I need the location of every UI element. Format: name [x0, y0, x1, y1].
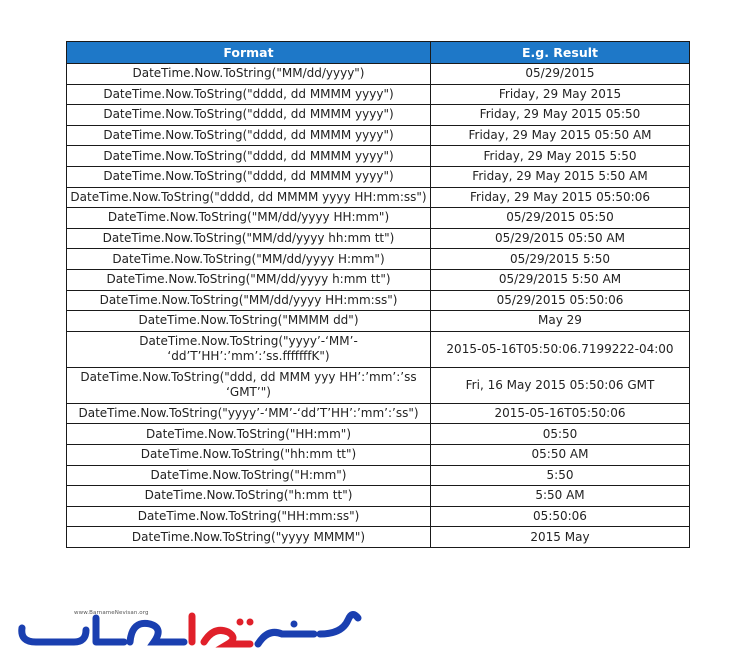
result-cell: 2015-05-16T05:50:06.7199222-04:00 — [431, 331, 690, 367]
result-cell: Friday, 29 May 2015 05:50 AM — [431, 125, 690, 146]
format-cell: DateTime.Now.ToString("MM/dd/yyyy") — [67, 64, 431, 85]
table-row — [67, 311, 690, 332]
table-row — [67, 486, 690, 507]
result-cell: May 29 — [431, 311, 690, 332]
format-cell: DateTime.Now.ToString("HH:mm") — [67, 424, 431, 445]
table-header-row — [67, 42, 690, 64]
result-cell: Friday, 29 May 2015 — [431, 84, 690, 105]
table-row — [67, 187, 690, 208]
format-cell: DateTime.Now.ToString("dddd, dd MMMM yyyy") — [67, 146, 431, 167]
format-cell: DateTime.Now.ToString("dddd, dd MMMM yyyy HH:mm:ss") — [67, 187, 431, 208]
result-cell: 5:50 AM — [431, 486, 690, 507]
result-cell: Friday, 29 May 2015 5:50 AM — [431, 166, 690, 187]
header-format: Format — [67, 42, 431, 64]
result-cell: 2015 May — [431, 527, 690, 548]
result-cell: 05/29/2015 05:50:06 — [431, 290, 690, 311]
table-row — [67, 269, 690, 290]
format-cell: DateTime.Now.ToString("H:mm") — [67, 465, 431, 486]
table-row — [67, 228, 690, 249]
result-cell: 2015-05-16T05:50:06 — [431, 403, 690, 424]
format-cell: DateTime.Now.ToString("ddd, dd MMM yyy HH’:’mm’:’ss ‘GMT’") — [67, 367, 431, 403]
format-cell: DateTime.Now.ToString("dddd, dd MMMM yyyy") — [67, 84, 431, 105]
format-cell: DateTime.Now.ToString("yyyy’-‘MM’- ‘dd’T’HH’:’mm’:’ss.fffffffK") — [67, 331, 431, 367]
table-row — [67, 125, 690, 146]
result-cell: 05/29/2015 05:50 AM — [431, 228, 690, 249]
table-row — [67, 64, 690, 85]
format-cell: DateTime.Now.ToString("yyyy MMMM") — [67, 527, 431, 548]
date-format-table-container — [66, 41, 689, 548]
format-cell: DateTime.Now.ToString("dddd, dd MMMM yyyy") — [67, 125, 431, 146]
format-cell: DateTime.Now.ToString("MMMM dd") — [67, 311, 431, 332]
table-row — [67, 465, 690, 486]
site-logo — [14, 598, 364, 654]
result-cell: Fri, 16 May 2015 05:50:06 GMT — [431, 367, 690, 403]
result-cell: 05/29/2015 — [431, 64, 690, 85]
table-row — [67, 444, 690, 465]
table-row — [67, 527, 690, 548]
format-cell: DateTime.Now.ToString("MM/dd/yyyy HH:mm") — [67, 208, 431, 229]
format-cell: DateTime.Now.ToString("HH:mm:ss") — [67, 506, 431, 527]
table-row — [67, 208, 690, 229]
result-cell: Friday, 29 May 2015 5:50 — [431, 146, 690, 167]
result-cell: 05:50 — [431, 424, 690, 445]
format-cell: DateTime.Now.ToString("h:mm tt") — [67, 486, 431, 507]
table-row — [67, 146, 690, 167]
table-row — [67, 249, 690, 270]
table-row — [67, 403, 690, 424]
table-row — [67, 290, 690, 311]
header-example-result: E.g. Result — [431, 42, 690, 64]
result-cell: Friday, 29 May 2015 05:50 — [431, 105, 690, 126]
format-cell: DateTime.Now.ToString("dddd, dd MMMM yyyy") — [67, 105, 431, 126]
result-cell: 05/29/2015 5:50 — [431, 249, 690, 270]
result-cell: 05:50:06 — [431, 506, 690, 527]
table-row — [67, 331, 690, 367]
format-cell: DateTime.Now.ToString("MM/dd/yyyy HH:mm:ss") — [67, 290, 431, 311]
logo-url-text: www.BarnameNevisan.org — [74, 610, 149, 616]
format-cell: DateTime.Now.ToString("dddd, dd MMMM yyyy") — [67, 166, 431, 187]
format-cell: DateTime.Now.ToString("MM/dd/yyyy hh:mm tt") — [67, 228, 431, 249]
result-cell: 5:50 — [431, 465, 690, 486]
result-cell: 05/29/2015 5:50 AM — [431, 269, 690, 290]
result-cell: 05/29/2015 05:50 — [431, 208, 690, 229]
table-row — [67, 84, 690, 105]
format-cell: DateTime.Now.ToString("hh:mm tt") — [67, 444, 431, 465]
format-cell: DateTime.Now.ToString("MM/dd/yyyy h:mm tt") — [67, 269, 431, 290]
date-format-table — [66, 41, 690, 548]
table-row — [67, 424, 690, 445]
table-row — [67, 506, 690, 527]
table-row — [67, 166, 690, 187]
table-row — [67, 105, 690, 126]
result-cell: Friday, 29 May 2015 05:50:06 — [431, 187, 690, 208]
table-row — [67, 367, 690, 403]
result-cell: 05:50 AM — [431, 444, 690, 465]
format-cell: DateTime.Now.ToString("MM/dd/yyyy H:mm") — [67, 249, 431, 270]
format-cell: DateTime.Now.ToString("yyyy’-‘MM’-‘dd’T’HH’:’mm’:’ss") — [67, 403, 431, 424]
